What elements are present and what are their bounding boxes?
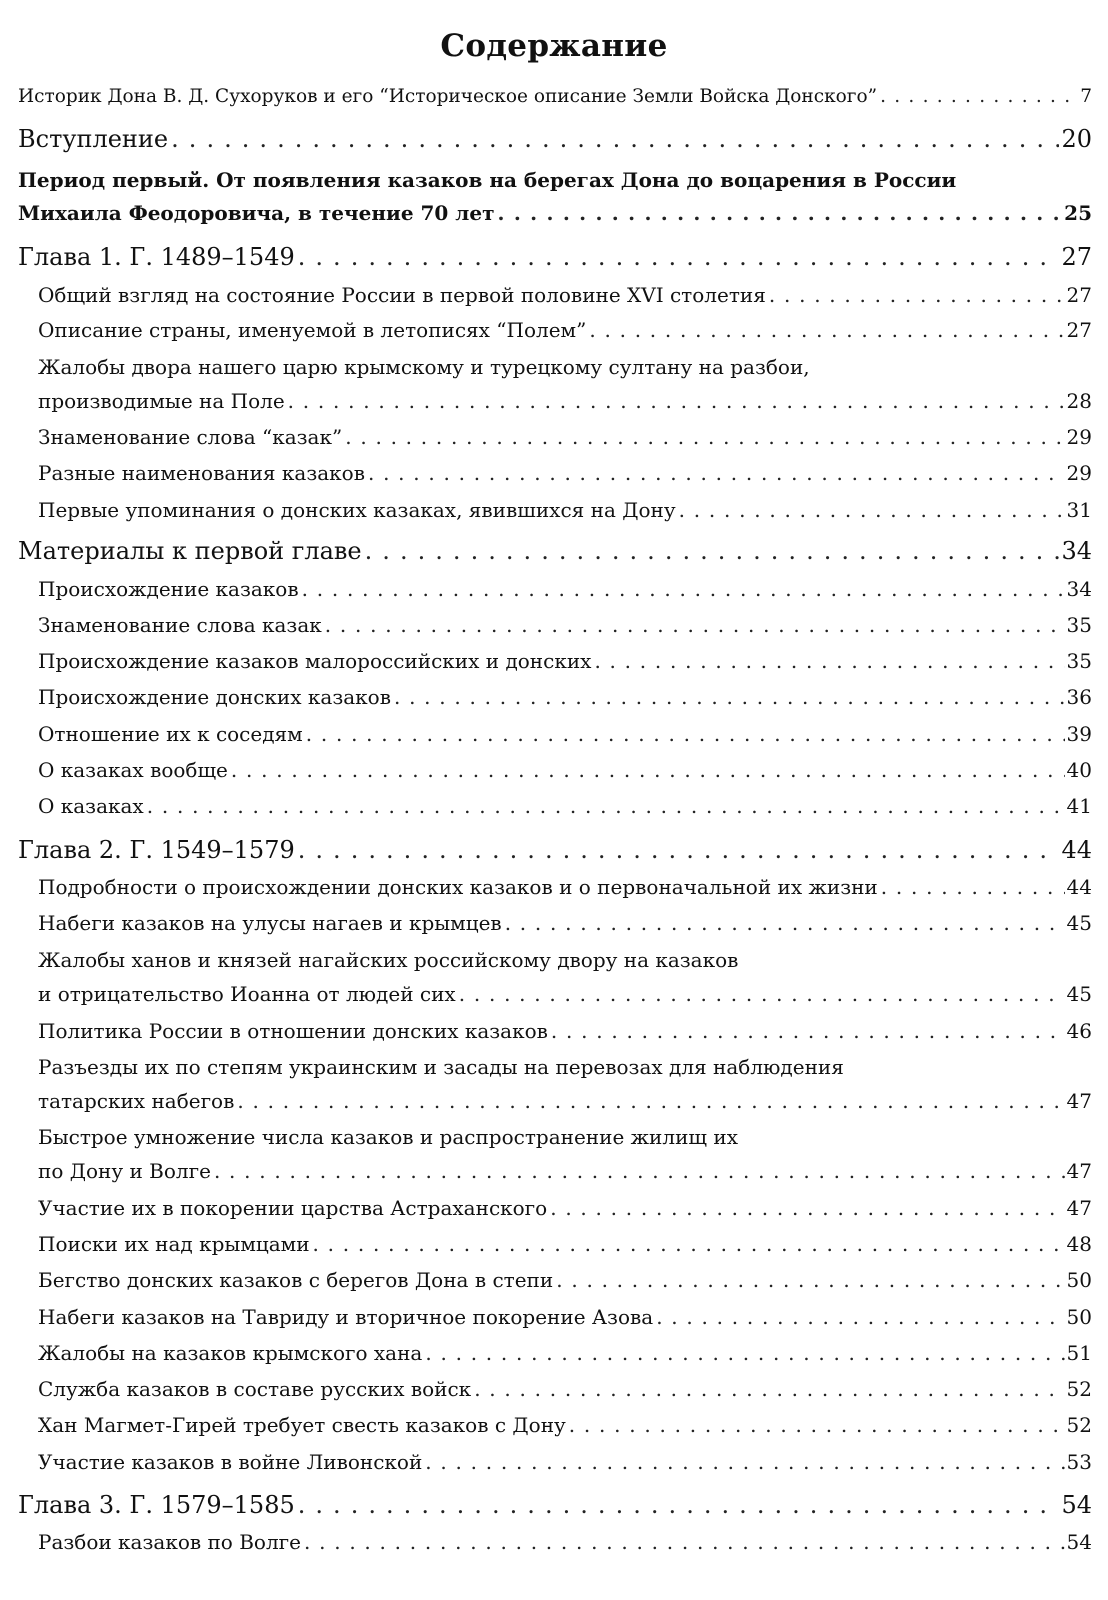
toc-leader-dots [676,498,1065,522]
toc-entry-period-1[interactable] [18,201,1092,225]
toc-leader-dots [566,1413,1065,1437]
toc-entry-line-1: Разъезды их по степям украинским и засады на перевозах для наблюдения [38,1055,844,1079]
toc-entry-title: Происхождение донских казаков [38,685,391,709]
toc-page-number: 28 [1066,389,1092,413]
toc-page-number: 44 [1066,875,1092,899]
toc-entry-line-1: Быстрое умножение числа казаков и распространение жилищ их [38,1125,738,1149]
toc-leader-dots [322,613,1065,637]
toc-entry[interactable] [38,982,1092,1006]
toc-page-number: 7 [1080,86,1092,107]
toc-page-number: 54 [1061,1491,1092,1519]
toc-entry-title: Историк Дона В. Д. Сухоруков и его “Историческое описание Земли Войска Донского” [18,86,878,107]
toc-leader-dots [422,1450,1064,1474]
toc-leader-dots [303,722,1065,746]
toc-entry[interactable] [38,1019,1092,1043]
toc-entry[interactable] [38,685,1092,709]
toc-entry-title: Первые упоминания о донских казаках, явившихся на Дону [38,498,676,522]
toc-page-number: 27 [1066,318,1092,342]
toc-page-number: 47 [1066,1159,1092,1183]
toc-page-number: 29 [1066,425,1092,449]
toc-page-number: 51 [1066,1341,1092,1365]
toc-leader-dots [422,1341,1064,1365]
toc-entry[interactable] [38,318,1092,342]
toc-entry-intro-essay[interactable] [18,86,1092,107]
toc-entry[interactable] [38,283,1092,307]
toc-page-number: 27 [1066,283,1092,307]
toc-entry-chapter-3[interactable] [18,1491,1092,1519]
toc-entry[interactable] [38,1305,1092,1329]
toc-leader-dots [362,537,1060,565]
toc-leader-dots [295,243,1060,271]
toc-page-number: 45 [1066,982,1092,1006]
toc-entry-title: Знаменование слова казак [38,613,322,637]
toc-leader-dots [295,1491,1060,1519]
toc-entry-title: Глава 3. Г. 1579–1585 [18,1491,295,1519]
toc-entry-chapter-2[interactable] [18,836,1092,864]
toc-page-number: 47 [1066,1196,1092,1220]
toc-entry-title: Происхождение казаков [38,577,299,601]
toc-page-number: 25 [1064,201,1092,225]
toc-leader-dots [877,86,1078,107]
toc-entry-line-1: Жалобы ханов и князей нагайских российскому двору на казаков [38,948,739,972]
toc-page-number: 29 [1066,461,1092,485]
toc-page-number: 47 [1066,1089,1092,1113]
toc-entry-title: Хан Магмет-Гирей требует свесть казаков с Дону [38,1413,566,1437]
toc-leader-dots [591,649,1064,673]
toc-page-number: 52 [1066,1413,1092,1437]
toc-leader-dots [234,1089,1064,1113]
toc-page-number: 20 [1061,125,1092,153]
toc-page-number: 50 [1066,1305,1092,1329]
toc-page-number: 44 [1061,836,1092,864]
toc-entry[interactable] [38,461,1092,485]
toc-page-number: 35 [1066,649,1092,673]
toc-entry-title: Знаменование слова “казак” [38,425,343,449]
page-title: Содержание [440,28,668,64]
toc-entry[interactable] [38,1341,1092,1365]
toc-leader-dots [586,318,1064,342]
toc-leader-dots [766,283,1065,307]
toc-entry-title: Глава 1. Г. 1489–1549 [18,243,295,271]
toc-entry-title: Жалобы на казаков крымского хана [38,1341,423,1365]
toc-entry[interactable] [38,1530,1092,1554]
toc-leader-dots [653,1305,1064,1329]
toc-leader-dots [456,982,1065,1006]
toc-leader-dots [295,836,1060,864]
toc-entry[interactable] [38,425,1092,449]
toc-leader-dots [310,1232,1065,1256]
toc-entry[interactable] [38,875,1092,899]
toc-page-number: 39 [1066,722,1092,746]
toc-page-number: 45 [1066,911,1092,935]
toc-page-number: 34 [1066,577,1092,601]
toc-page-number: 27 [1061,243,1092,271]
toc-entry[interactable] [38,758,1092,782]
toc-entry-introduction[interactable] [18,125,1092,153]
toc-entry-title: Набеги казаков на Тавриду и вторичное покорение Азова [38,1305,654,1329]
toc-entry-title: Служба казаков в составе русских войск [38,1377,472,1401]
toc-entry-title: Отношение их к соседям [38,722,303,746]
toc-entry-title: Вступление [18,125,169,153]
toc-entry-title: О казаках [38,794,144,818]
toc-entry-title: Общий взгляд на состояние России в первой половине XVI столетия [38,283,766,307]
toc-page-number: 31 [1066,498,1092,522]
toc-entry-title: Разбои казаков по Волге [38,1530,301,1554]
toc-entry-title: Материалы к первой главе [18,537,362,565]
toc-leader-dots [547,1196,1064,1220]
toc-entry[interactable] [38,1089,1092,1113]
toc-leader-dots [342,425,1064,449]
toc-leader-dots [502,911,1065,935]
toc-page-number: 54 [1066,1530,1092,1554]
toc-entry-title: татарских набегов [38,1089,235,1113]
toc-entry-title: Бегство донских казаков с берегов Дона в степи [38,1268,554,1292]
toc-entry[interactable] [38,794,1092,818]
toc-page-number: 35 [1066,613,1092,637]
toc-page-number: 36 [1066,685,1092,709]
toc-entry-title: Участие их в покорении царства Астраханского [38,1196,548,1220]
toc-page-number: 50 [1066,1268,1092,1292]
toc-entry-title: и отрицательство Иоанна от людей сих [38,982,456,1006]
toc-leader-dots [878,875,1065,899]
toc-entry-materials[interactable] [18,537,1092,565]
toc-entry-chapter-1[interactable] [18,243,1092,271]
toc-entry-title: по Дону и Волге [38,1159,211,1183]
toc-entry[interactable] [38,1232,1092,1256]
toc-entry[interactable] [38,1268,1092,1292]
toc-leader-dots [299,577,1065,601]
toc-leader-dots [471,1377,1064,1401]
toc-leader-dots [228,758,1065,782]
toc-page-number: 48 [1066,1232,1092,1256]
toc-entry-line-1: Жалобы двора нашего царю крымскому и турецкому султану на разбои, [38,355,810,379]
toc-entry-title: Разные наименования казаков [38,461,365,485]
toc-entry-title: Происхождение казаков малороссийских и донских [38,649,592,673]
toc-entry-title: Политика России в отношении донских казаков [38,1019,548,1043]
toc-leader-dots [301,1530,1065,1554]
toc-entry[interactable] [38,722,1092,746]
toc-leader-dots [211,1159,1065,1183]
toc-entry-title: Глава 2. Г. 1549–1579 [18,836,295,864]
toc-leader-dots [144,794,1065,818]
toc-leader-dots [391,685,1065,709]
toc-leader-dots [553,1268,1064,1292]
toc-entry-period-1-line-1: Период первый. От появления казаков на берегах Дона до воцарения в России [18,168,957,192]
toc-leader-dots [548,1019,1065,1043]
toc-entry[interactable] [38,649,1092,673]
toc-entry[interactable] [38,1377,1092,1401]
toc-entry-title: производимые на Поле [38,389,285,413]
toc-page-number: 53 [1066,1450,1092,1474]
toc-page-number: 40 [1066,758,1092,782]
toc-leader-dots [285,389,1065,413]
toc-entry[interactable] [38,1450,1092,1474]
toc-entry[interactable] [38,1413,1092,1437]
toc-page-number: 46 [1066,1019,1092,1043]
toc-entry[interactable] [38,389,1092,413]
toc-entry-title: О казаках вообще [38,758,228,782]
toc-entry-title: Набеги казаков на улусы нагаев и крымцев [38,911,502,935]
toc-entry-title: Описание страны, именуемой в летописях “Полем” [38,318,587,342]
toc-page-number: 41 [1066,794,1092,818]
toc-entry[interactable] [38,613,1092,637]
toc-entry[interactable] [38,577,1092,601]
toc-entry[interactable] [38,1196,1092,1220]
toc-page-number: 34 [1061,537,1092,565]
toc-leader-dots [495,201,1063,225]
toc-entry-title: Поиски их над крымцами [38,1232,310,1256]
toc-entry[interactable] [38,911,1092,935]
toc-entry[interactable] [38,498,1092,522]
toc-leader-dots [168,125,1059,153]
toc-entry-title: Михаила Феодоровича, в течение 70 лет [18,201,495,225]
toc-entry-title: Участие казаков в войне Ливонской [38,1450,423,1474]
toc-entry-title: Подробности о происхождении донских казаков и о первоначальной их жизни [38,875,878,899]
toc-entry[interactable] [38,1159,1092,1183]
toc-page-number: 52 [1066,1377,1092,1401]
toc-leader-dots [365,461,1065,485]
